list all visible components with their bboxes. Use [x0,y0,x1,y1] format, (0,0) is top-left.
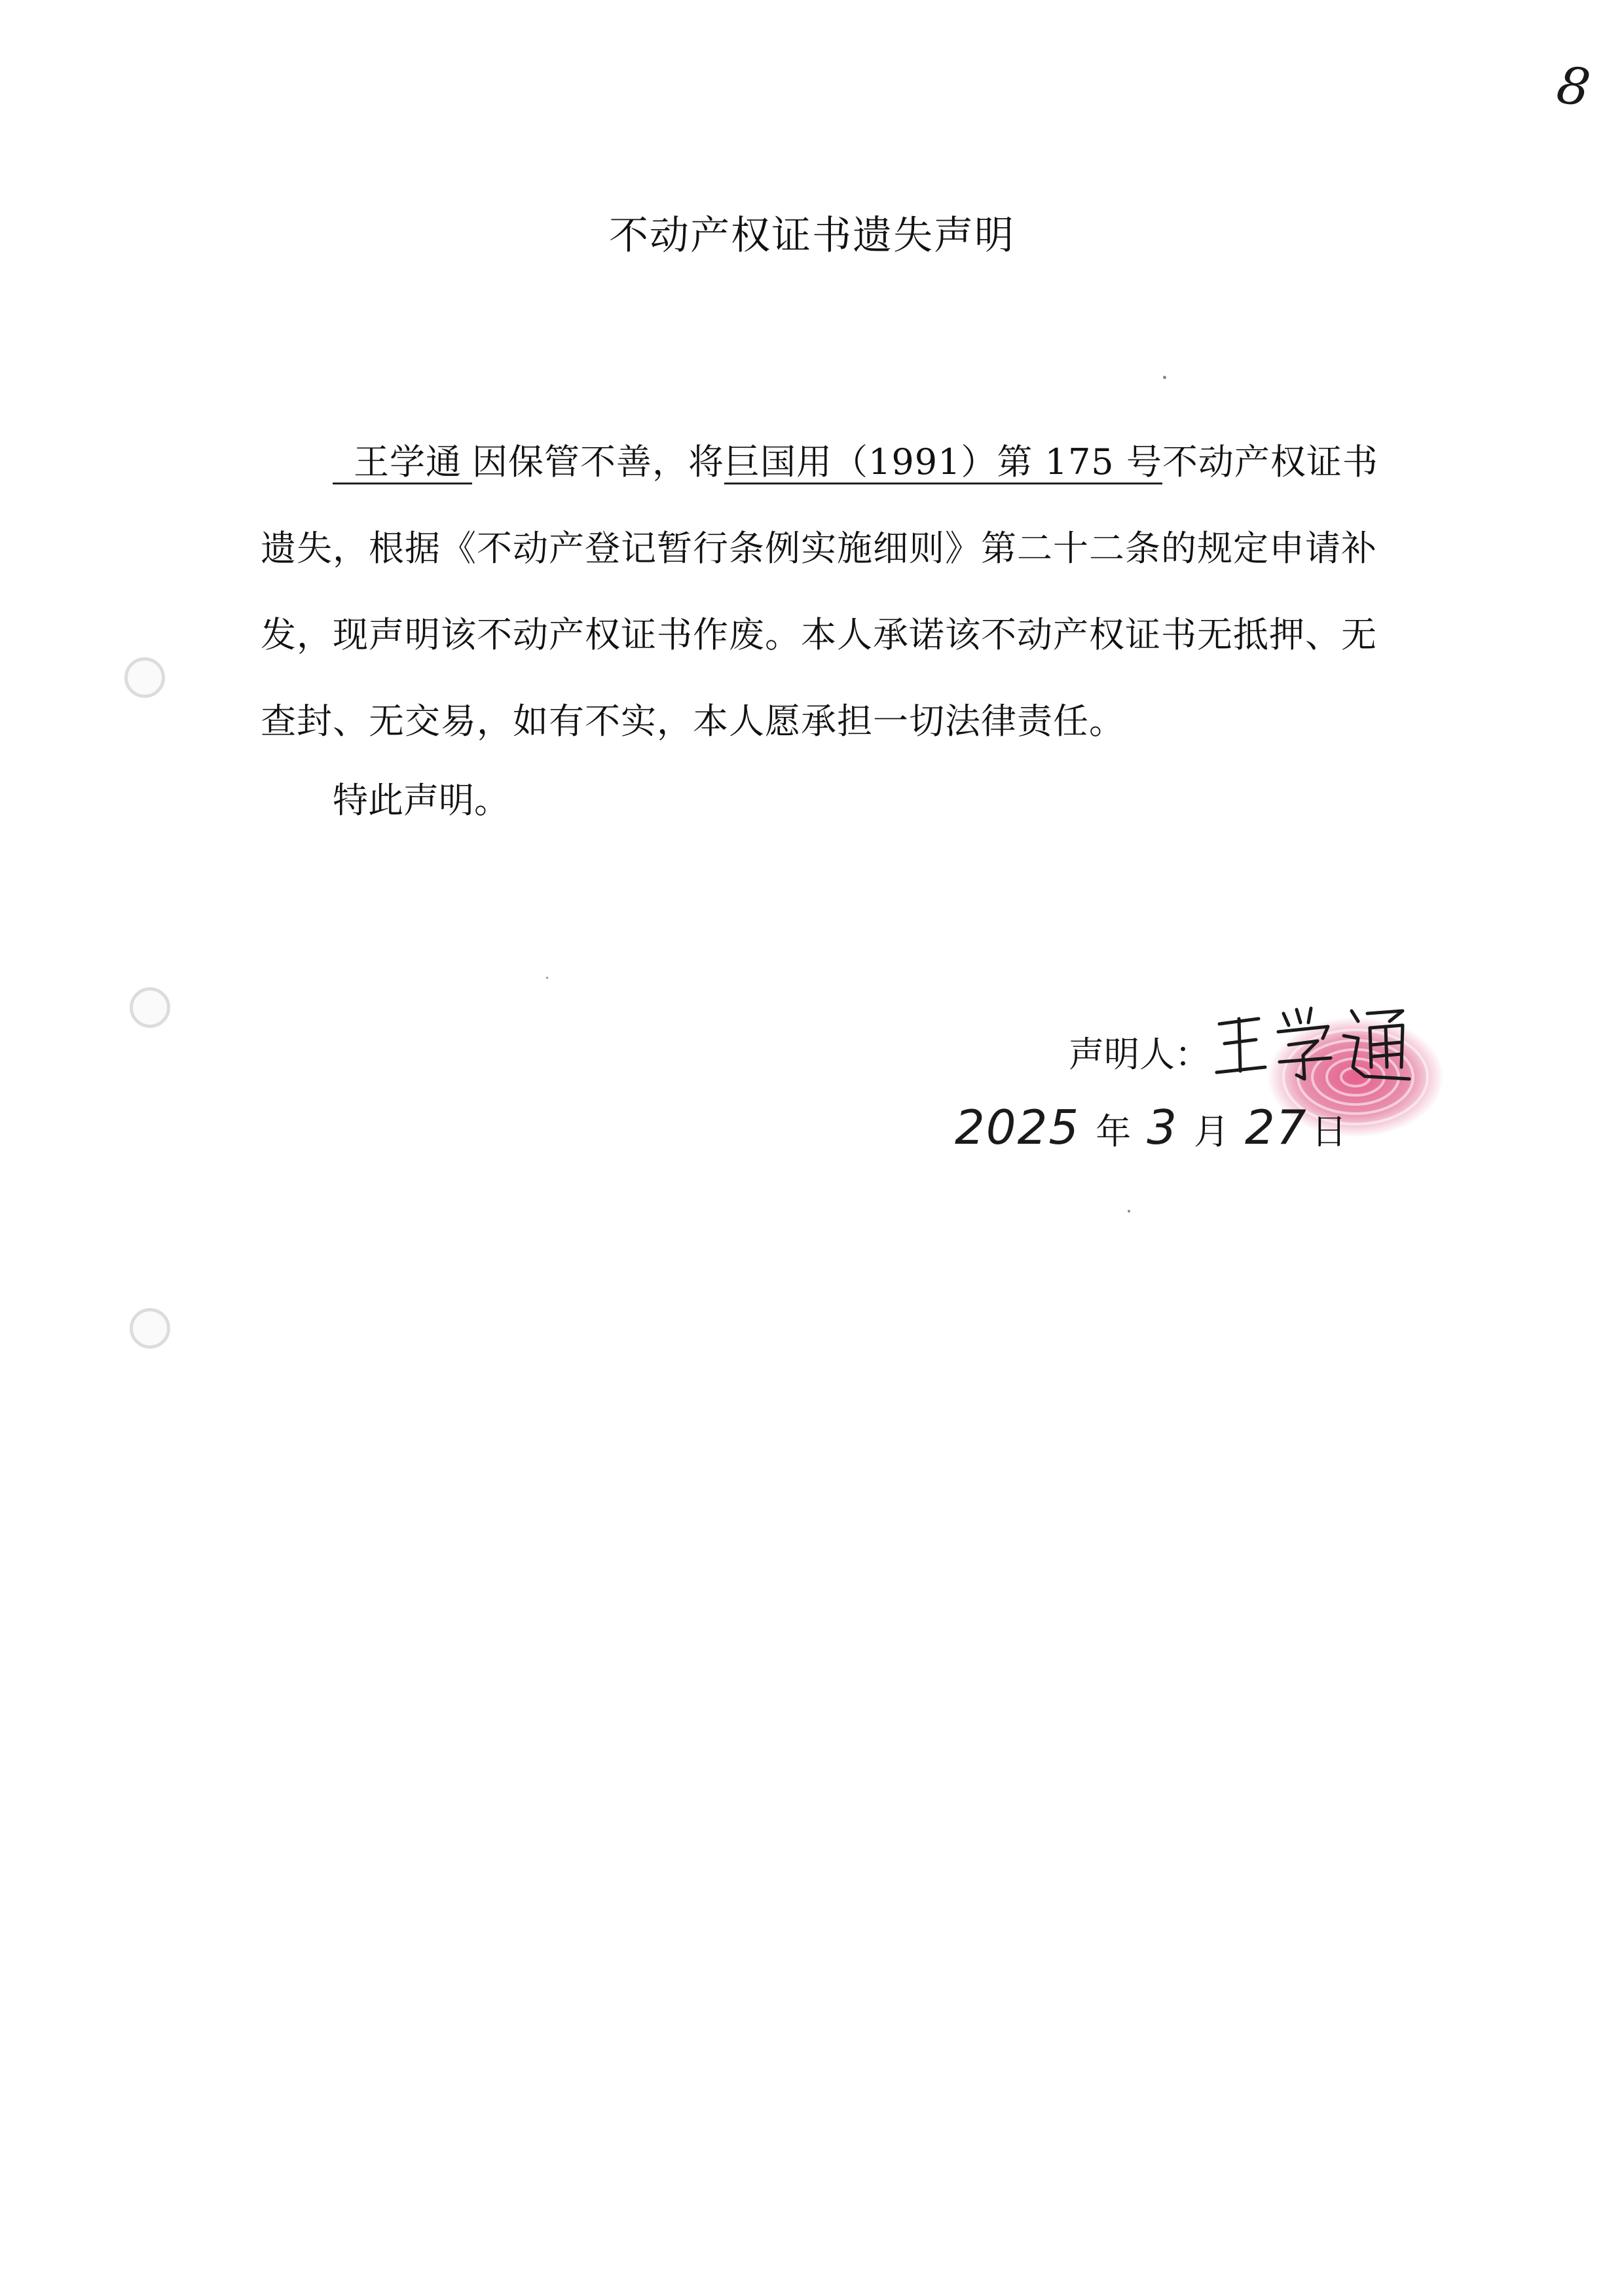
declarant-name-field: 王学通 [333,442,472,484]
closing-statement: 特此声明。 [333,780,509,821]
declaration-body [261,419,1393,765]
declaration-paragraph [261,419,1393,765]
certificate-number-field: 巨国用（1991）第 175 号 [724,442,1162,484]
handwritten-signature [1213,999,1416,1091]
punch-hole-bottom [130,1308,170,1349]
date-month-unit: 月 [1194,1111,1230,1152]
handwritten-page-number: 8 [1553,55,1594,119]
date-line [955,1100,1363,1155]
scan-speck [1163,376,1166,379]
date-month-handwritten: 3 [1147,1100,1179,1155]
signature-label [1069,1027,1210,1077]
punch-hole-middle [130,987,170,1028]
body-text-segment-2: 不动产权证书遗失，根据《不动产登记暂行条例实施细则》第二十二条的规定申请补发，现声明该不动产权证书作废。本人承诺该不动产权证书无抵押、无查封、无交易，如有不实，本人愿承担一切法律责任。 [261,441,1378,742]
punch-hole-top [124,657,165,698]
date-day-unit: 日 [1311,1111,1347,1152]
document-title: 不动产权证书遗失声明 [609,213,1015,259]
body-text-segment-1: 因保管不善，将 [472,441,724,483]
date-year-handwritten: 2025 [955,1100,1080,1155]
date-year-unit: 年 [1096,1111,1132,1152]
scan-speck [546,977,548,979]
date-day-handwritten: 27 [1245,1100,1308,1155]
signature-label-text: 声明人： [1069,1034,1210,1075]
scan-speck [1128,1210,1130,1212]
